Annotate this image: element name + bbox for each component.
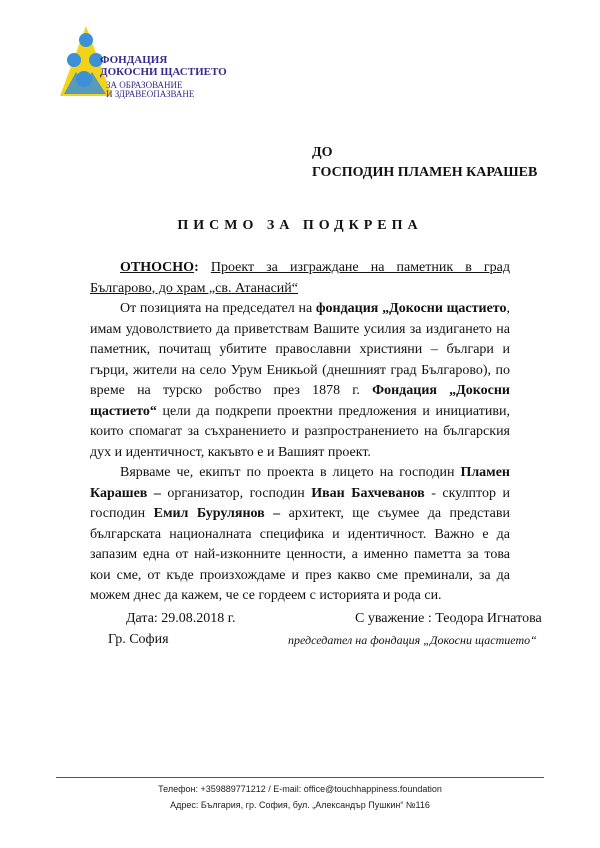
logo-text-line-1: ФОНДАЦИЯ <box>100 54 168 66</box>
paragraph-2-text-1: Вярваме че, екипът по проекта в лицето на господин <box>120 465 461 480</box>
addressee-block <box>312 143 537 183</box>
addressee-to: ДО <box>312 145 333 160</box>
letter-date: Дата: 29.08.2018 г. <box>126 611 236 626</box>
paragraph-2-text-3: - скулптор и господин <box>90 485 510 521</box>
paragraph-2-text-2: организатор, господин <box>160 485 312 501</box>
logo-text-line-2: ДОКОСНИ ЩАСТИЕТО <box>100 66 227 78</box>
footer-contact: Телефон: +359889771212 / E-mail: office@touchhappiness.foundation <box>158 784 442 794</box>
footer-address: Адрес: България, гр. София, бул. „Александър Пушкин“ №116 <box>170 800 430 810</box>
paragraph-2-text-4: архитект, ще съумее да представи българската националната специфика и идентичност. Важно е да запазим една от най-изконните ценности, а именно паметта за това кои сме, от къде произхождаме и през какво сме преминали, за да можем днес да кажем, че се гордеем с историята и рода си. <box>90 506 510 603</box>
paragraph-2-name-sculptor: Иван Бахчеванов <box>311 485 425 501</box>
logo-text-line-4: И ЗДРАВЕОПАЗВАНЕ <box>106 89 195 99</box>
letter-heading: ПИСМО ЗА ПОДКРЕПА <box>177 218 423 233</box>
paragraph-1-text-2: , имам удоволствието да приветствам Вашите усилия за издигането на паметник, почитащ убитите православни християни – българи и гърци, жители на село Урум Еникьой (днешният град Българово), по време на турско робство през 1878 г. <box>90 301 510 398</box>
addressee-name: ГОСПОДИН ПЛАМЕН КАРАШЕВ <box>312 165 538 180</box>
paragraph-1 <box>90 299 510 463</box>
paragraph-2 <box>90 463 510 607</box>
subject-label: ОТНОСНО <box>120 260 195 275</box>
paragraph-2-name-organizer: Пламен Карашев – <box>90 465 510 501</box>
paragraph-1-text-1: От позицията на председател на <box>120 301 316 316</box>
paragraph-1-foundation-name-2: Фондация „Докосни щастието“ <box>90 383 510 419</box>
subject-text: Проект за изграждане на паметник в град Българово, до храм „св. Атанасий“ <box>90 260 511 296</box>
signature-regards: С уважение : Теодора Игнатова <box>355 611 542 626</box>
footer-divider <box>56 777 544 778</box>
paragraph-2-name-architect: Емил Бурулянов – <box>153 506 281 521</box>
signer-title: председател на фондация „Докосни щастието“ <box>288 633 537 647</box>
letter-city: Гр. София <box>108 632 169 647</box>
paragraph-1-foundation-name: фондация „Докосни щастието <box>315 301 507 316</box>
subject-colon: : <box>194 260 199 275</box>
letter-body <box>90 258 510 607</box>
logo-text-line-3: ЗА ОБРАЗОВАНИЕ <box>106 80 183 90</box>
foundation-logo <box>54 22 244 100</box>
subject-line <box>90 258 510 299</box>
paragraph-1-text-3: цели да подкрепи проектни предложения и инициативи, които спомагат за съхранението и разпространението на българския дух и идентичност, какъвто е и Вашият проект. <box>90 403 510 460</box>
